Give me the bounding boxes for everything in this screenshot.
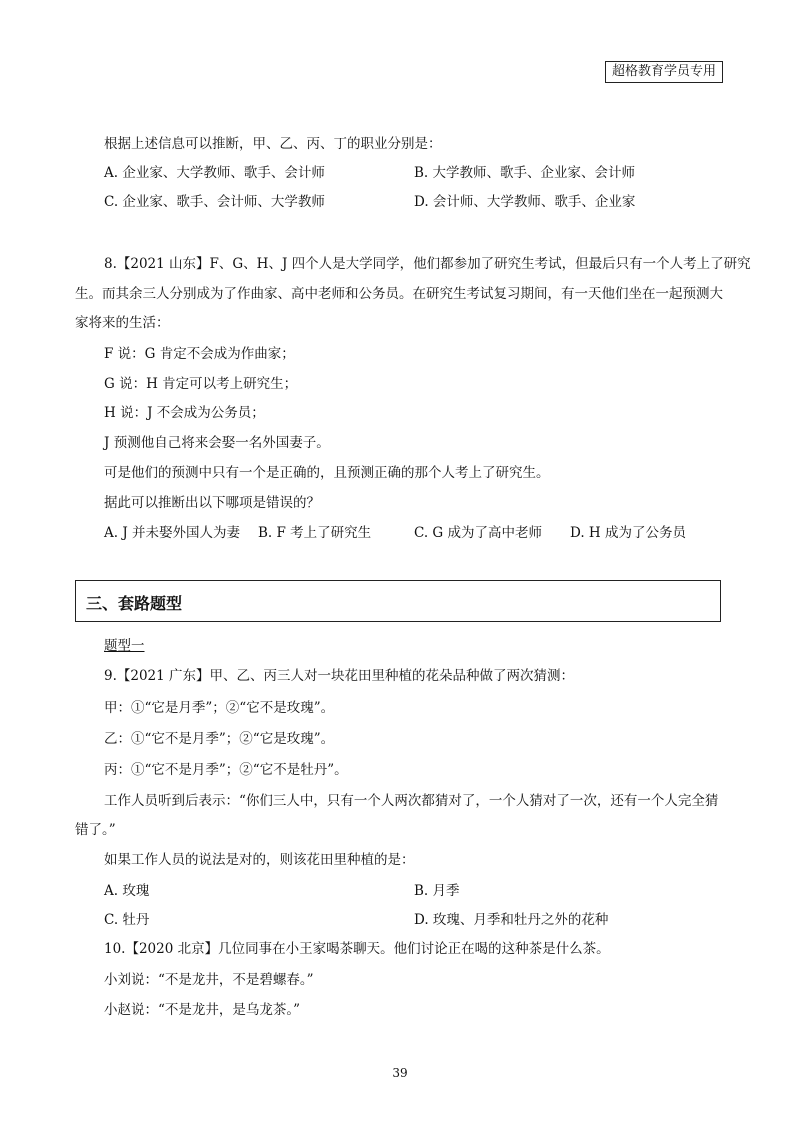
- page-number: 39: [392, 1066, 408, 1080]
- section-header-box: [75, 580, 721, 622]
- q8-option-a: A. J 并未娶外国人为妻: [104, 525, 241, 541]
- q10-line-liu: 小刘说：“不是龙井，不是碧螺春。”: [104, 972, 314, 988]
- q7-prompt: 根据上述信息可以推断，甲、乙、丙、丁的职业分别是：: [104, 136, 442, 152]
- q8-stem-line-2: 生。而其余三人分别成为了作曲家、高中老师和公务员。在研究生考试复习期间，有一天他们坐在一起预测大: [75, 286, 723, 302]
- q7-option-c: C. 企业家、歌手、会计师、大学教师: [104, 194, 325, 210]
- q9-staff-line-2: 错了。”: [75, 822, 116, 838]
- q9-option-a: A. 玫瑰: [104, 883, 150, 899]
- q9-option-c: C. 牡丹: [104, 912, 150, 928]
- q10-line-zhao: 小赵说：“不是龙井，是乌龙茶。”: [104, 1002, 301, 1018]
- q8-statement-f: F 说：G 肯定不会成为作曲家；: [104, 346, 295, 362]
- q8-option-b: B. F 考上了研究生: [258, 525, 372, 541]
- q8-option-d: D. H 成为了公务员: [570, 525, 686, 541]
- q9-guess-jia: 甲：①“它是月季”；②“它不是玫瑰”。: [104, 700, 335, 716]
- q9-stem: 9.【2021 广东】甲、乙、丙三人对一块花田里种植的花朵品种做了两次猜测：: [104, 668, 575, 684]
- q8-statement-j: J 预测他自己将来会娶一名外国妻子。: [104, 435, 330, 451]
- q7-option-b: B. 大学教师、歌手、企业家、会计师: [414, 165, 636, 181]
- q8-option-c: C. G 成为了高中老师: [414, 525, 543, 541]
- q8-stem-line-3: 家将来的生活：: [75, 315, 170, 331]
- q9-guess-yi: 乙：①“它不是月季”；②“它是玫瑰”。: [104, 731, 335, 747]
- q9-option-d: D. 玫瑰、月季和牡丹之外的花种: [414, 912, 609, 928]
- q9-prompt: 如果工作人员的说法是对的，则该花田里种植的是：: [104, 852, 415, 868]
- section-title: 三、套路题型: [86, 594, 183, 613]
- q8-statement-g: G 说：H 肯定可以考上研究生；: [104, 376, 298, 392]
- q9-guess-bing: 丙：①“它不是月季”；②“它不是牡丹”。: [104, 762, 348, 778]
- q8-statement-h: H 说：J 不会成为公务员；: [104, 405, 265, 421]
- header-badge: 超格教育学员专用: [605, 61, 723, 83]
- q8-prompt: 据此可以推断出以下哪项是错误的？: [104, 495, 320, 511]
- q7-option-d: D. 会计师、大学教师、歌手、企业家: [414, 194, 636, 210]
- q7-option-a: A. 企业家、大学教师、歌手、会计师: [104, 165, 325, 181]
- q8-stem-line-1: 8.【2021 山东】F、G、H、J 四个人是大学同学，他们都参加了研究生考试，但最后只有一个人考上了研究: [104, 256, 751, 272]
- section-subtitle: 题型一: [104, 638, 145, 654]
- q10-stem: 10.【2020 北京】几位同事在小王家喝茶聊天。他们讨论正在喝的这种茶是什么茶。: [104, 941, 610, 957]
- q8-condition: 可是他们的预测中只有一个是正确的，且预测正确的那个人考上了研究生。: [104, 465, 550, 481]
- q9-staff-line-1: 工作人员听到后表示：“你们三人中，只有一个人两次都猜对了，一个人猜对了一次，还有一个人完全猜: [104, 793, 719, 809]
- q9-option-b: B. 月季: [414, 883, 460, 899]
